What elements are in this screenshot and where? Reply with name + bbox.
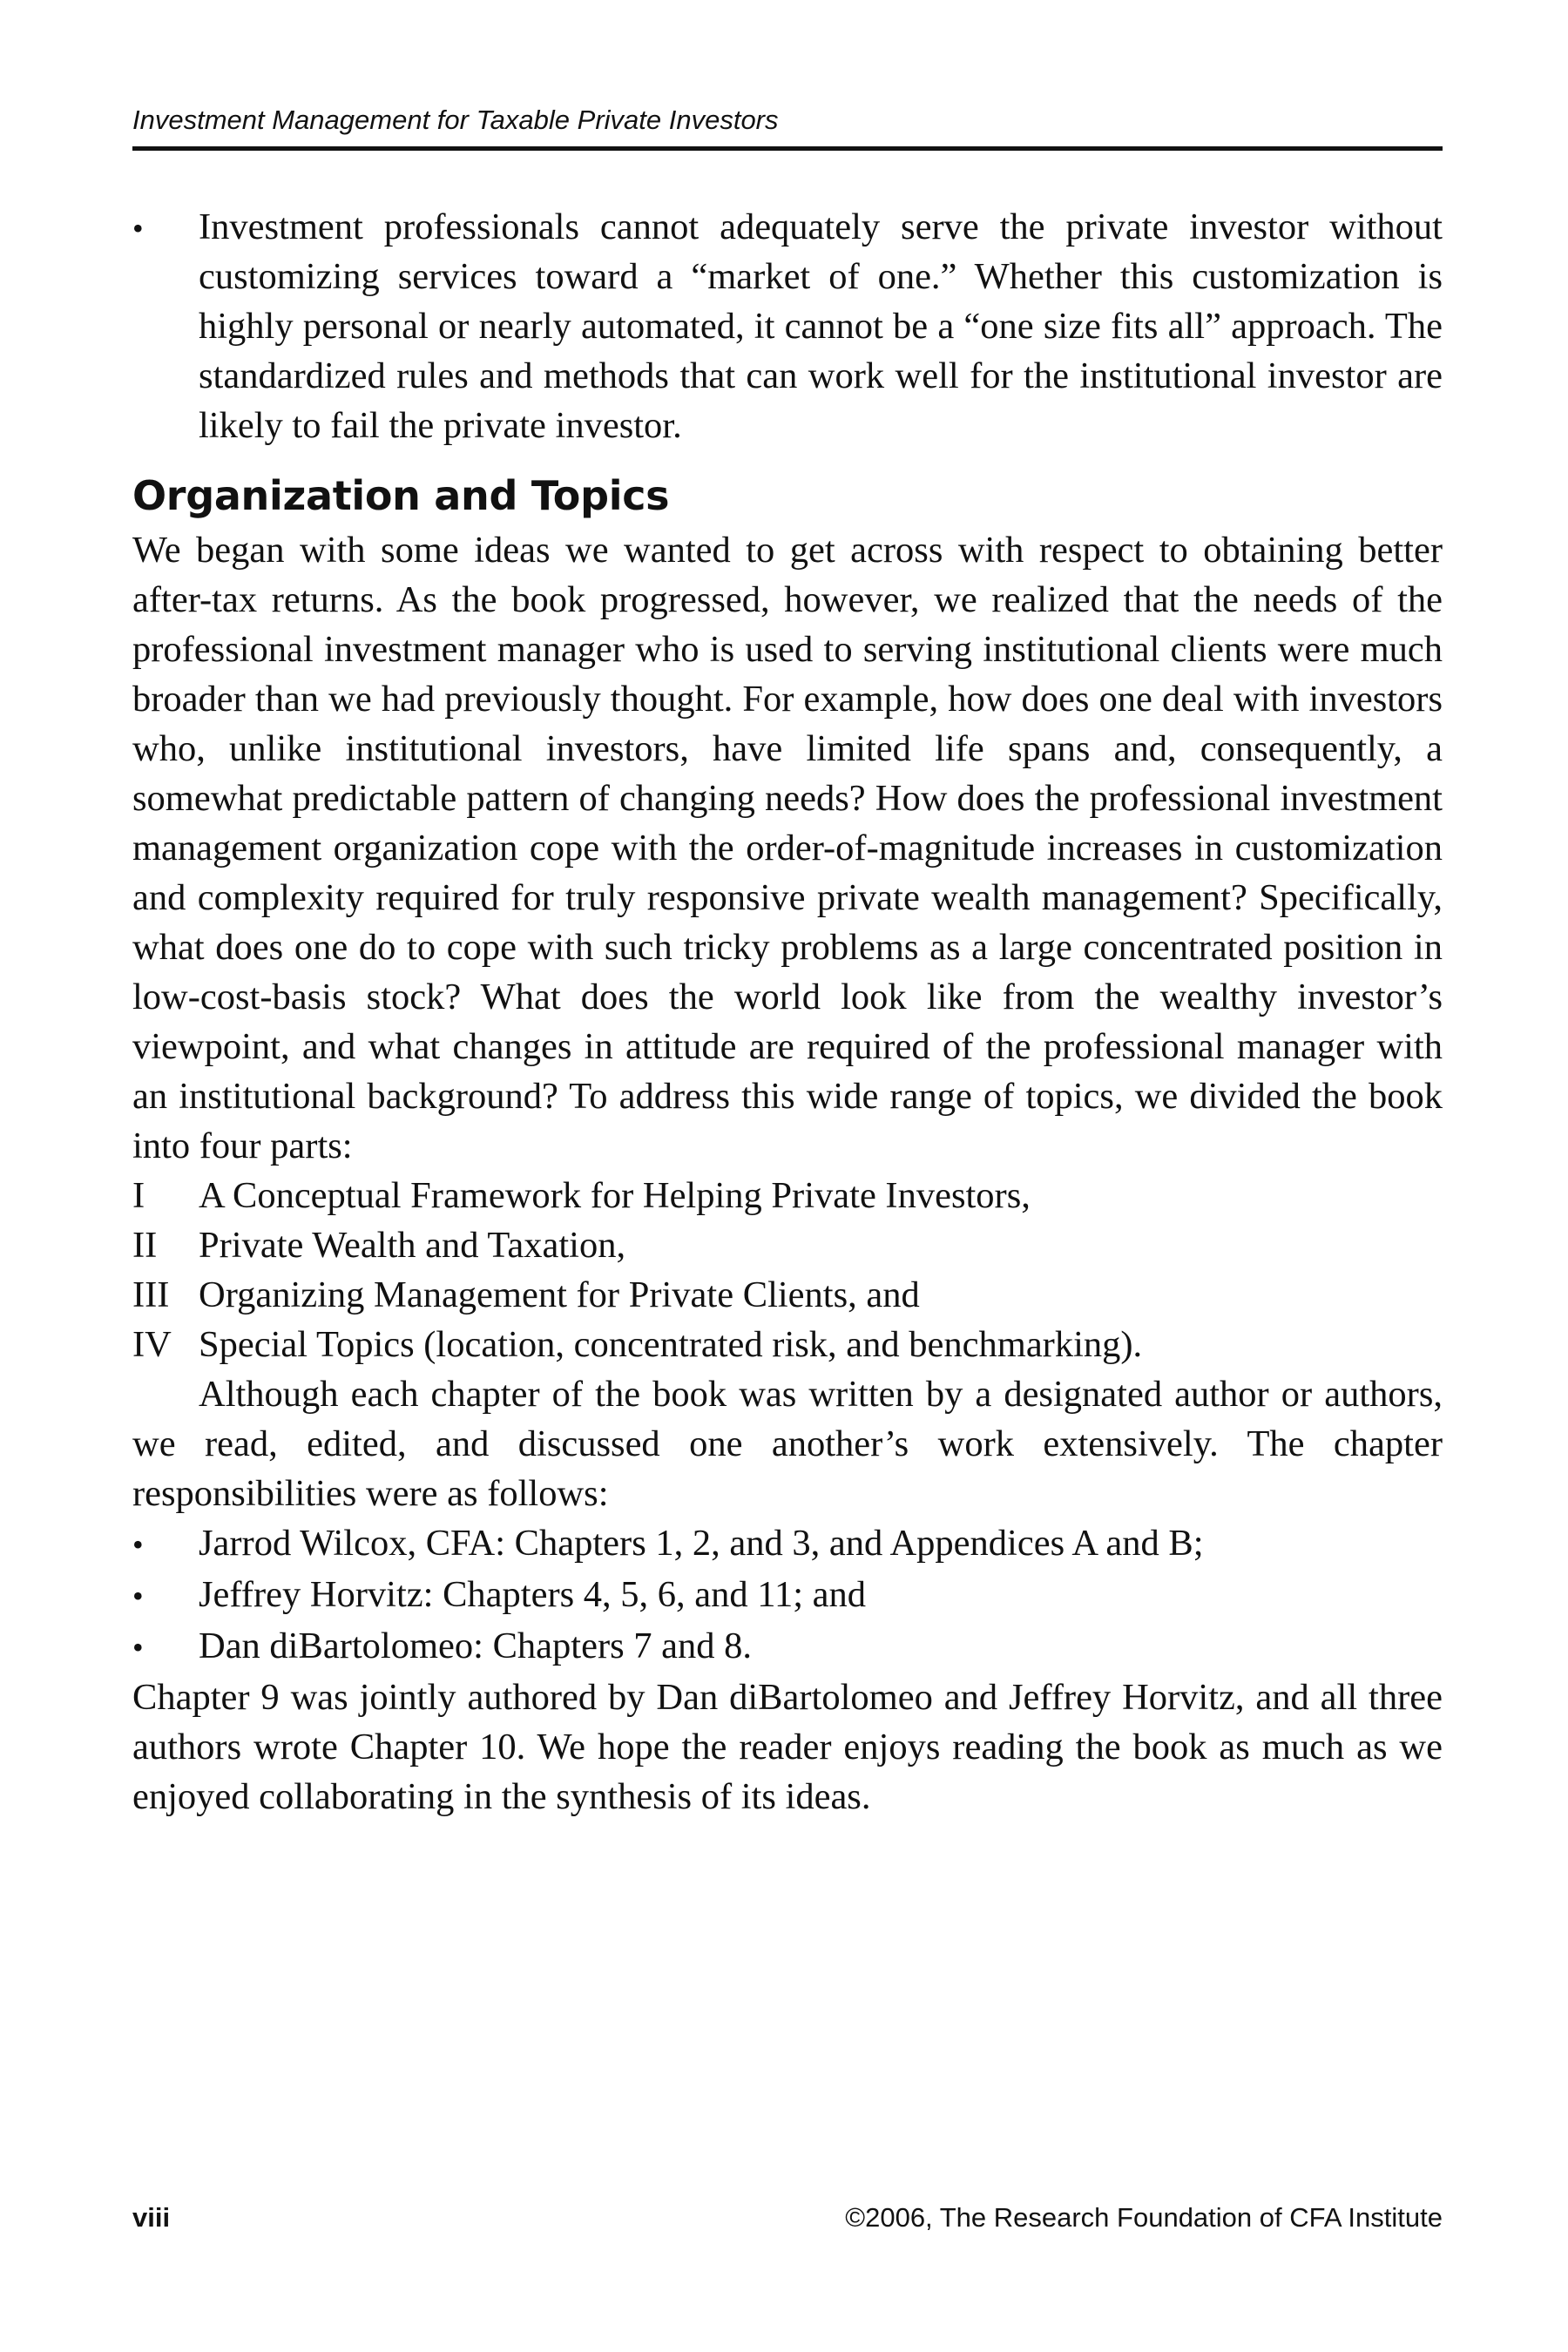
copyright-notice: ©2006, The Research Foundation of CFA Institute (845, 2202, 1443, 2233)
bullet-icon (132, 1621, 199, 1673)
running-head-title: Investment Management for Taxable Private Investors (132, 105, 779, 135)
responsibility-item (132, 1621, 1443, 1673)
responsibility-item (132, 1518, 1443, 1570)
parts-list (132, 1171, 1443, 1369)
part-numeral: IV (132, 1324, 172, 1365)
bullet-icon (132, 1518, 199, 1570)
part-item (132, 1220, 1443, 1270)
part-numeral: III (132, 1274, 170, 1315)
intro-bullet-text: Investment professionals cannot adequately serve the private investor without customizing services toward a “market of one.” Whether this customization is highly personal or nearly automated, it cannot be a “one size fits all” approach. The standardized rules and methods that can work well for the institutional investor are likely to fail the private investor. (199, 206, 1443, 446)
running-head (132, 103, 1443, 151)
page-number: viii (132, 2202, 171, 2233)
part-label: Special Topics (location, concentrated risk, and benchmarking). (199, 1324, 1143, 1365)
part-item (132, 1270, 1443, 1320)
responsibility-item (132, 1570, 1443, 1621)
responsibility-text: Jeffrey Horvitz: Chapters 4, 5, 6, and 11; and (199, 1574, 866, 1615)
paragraph-2: Although each chapter of the book was written by a designated author or authors, we read, edited, and discussed one another’s work extensively. The chapter responsibilities were as follows: (132, 1374, 1443, 1514)
section-heading: Organization and Topics (132, 472, 670, 519)
responsibility-text: Jarrod Wilcox, CFA: Chapters 1, 2, and 3, and Appendices A and B; (199, 1523, 1204, 1564)
part-label: A Conceptual Framework for Helping Private Investors, (199, 1175, 1031, 1216)
paragraph-1: We began with some ideas we wanted to get across with respect to obtaining better after-tax returns. As the book progressed, however, we realized that the needs of the professional investment manager who is used to serving institutional clients were much broader than we had previously thought. For example, how does one deal with investors who, unlike institutional investors, have limited life spans and, consequently, a somewhat predictable pattern of changing needs? How does the professional investment management organization cope with the order-of-magnitude increases in customization and complexity required for truly responsive private wealth management? Specifically, what does one do to cope with such tricky problems as a large concentrated position in low-cost-basis stock? What does the world look like from the wealthy investor’s viewpoint, and what changes in attitude are required of the professional manager with an institutional background? To address this wide range of topics, we divided the book into four parts: (132, 530, 1443, 1166)
part-numeral: II (132, 1225, 158, 1266)
intro-bullet (132, 202, 1443, 450)
paragraph-3: Chapter 9 was jointly authored by Dan diBartolomeo and Jeffrey Horvitz, and all three authors wrote Chapter 10. We hope the reader enjoys reading the book as much as we enjoyed collaborating in the synthesis of its ideas. (132, 1677, 1443, 1817)
part-label: Organizing Management for Private Clients, and (199, 1274, 920, 1315)
bullet-icon (132, 202, 199, 450)
part-item (132, 1171, 1443, 1220)
page-footer (132, 2200, 1443, 2235)
part-numeral: I (132, 1175, 145, 1216)
responsibility-text: Dan diBartolomeo: Chapters 7 and 8. (199, 1625, 753, 1666)
bullet-icon (132, 1570, 199, 1621)
part-item (132, 1320, 1443, 1369)
part-label: Private Wealth and Taxation, (199, 1225, 626, 1266)
page-body (132, 202, 1443, 1821)
